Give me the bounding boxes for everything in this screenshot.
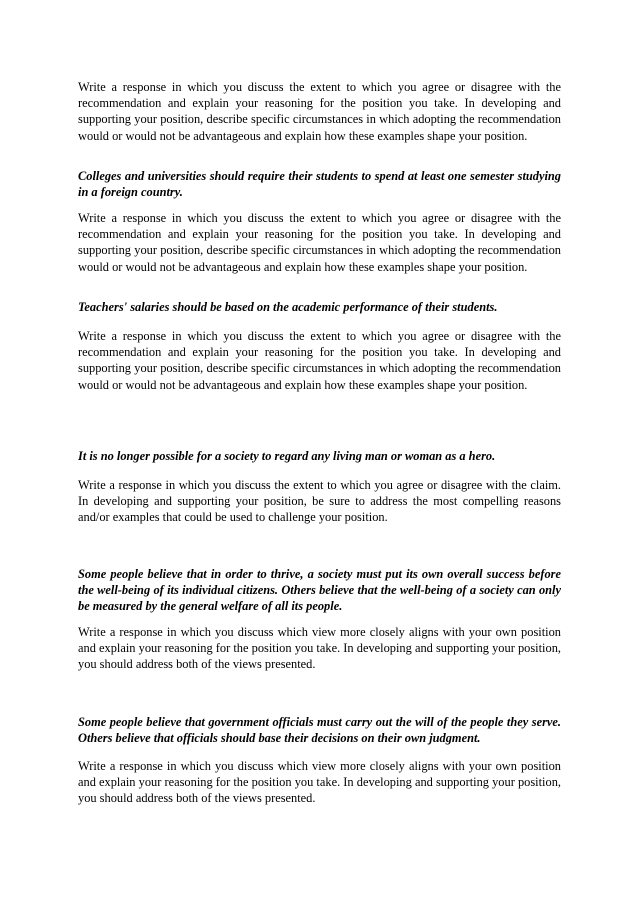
essay-prompt: Some people believe that in order to thrive, a society must put its own overall success before the well-being of its individual citizens. Others believe that the well-being of a society can only be measured by the general welfare of all its people. (78, 567, 561, 614)
instruction-paragraph: Write a response in which you discuss the extent to which you agree or disagree with the recommendation and explain your reasoning for the position you take. In developing and supporting your position, describe specific circumstances in which adopting the recommendation would or would not be advantageous and explain how these examples shape your position. (78, 211, 561, 274)
instruction-paragraph: Write a response in which you discuss the extent to which you agree or disagree with the recommendation and explain your reasoning for the position you take. In developing and supporting your position, describe specific circumstances in which adopting the recommendation would or would not be advantageous and explain how these examples shape your position. (78, 329, 561, 392)
essay-prompt: Some people believe that government officials must carry out the will of the people they serve. Others believe that officials should base their decisions on their own judgment. (78, 715, 561, 746)
essay-prompt: Colleges and universities should require their students to spend at least one semester studying in a foreign country. (78, 169, 561, 200)
instruction-paragraph: Write a response in which you discuss the extent to which you agree or disagree with the claim. In developing and supporting your position, be sure to address the most compelling reasons and/or examples that could be used to challenge your position. (78, 478, 561, 525)
instruction-paragraph: Write a response in which you discuss the extent to which you agree or disagree with the recommendation and explain your reasoning for the position you take. In developing and supporting your position, describe specific circumstances in which adopting the recommendation would or would not be advantageous and explain how these examples shape your position. (78, 80, 561, 143)
instruction-paragraph: Write a response in which you discuss which view more closely aligns with your own position and explain your reasoning for the position you take. In developing and supporting your position, you should address both of the views presented. (78, 625, 561, 672)
essay-prompt: Teachers' salaries should be based on the academic performance of their students. (78, 300, 498, 314)
instruction-paragraph: Write a response in which you discuss which view more closely aligns with your own position and explain your reasoning for the position you take. In developing and supporting your position, you should address both of the views presented. (78, 759, 561, 806)
essay-prompt: It is no longer possible for a society to regard any living man or woman as a hero. (78, 449, 496, 463)
